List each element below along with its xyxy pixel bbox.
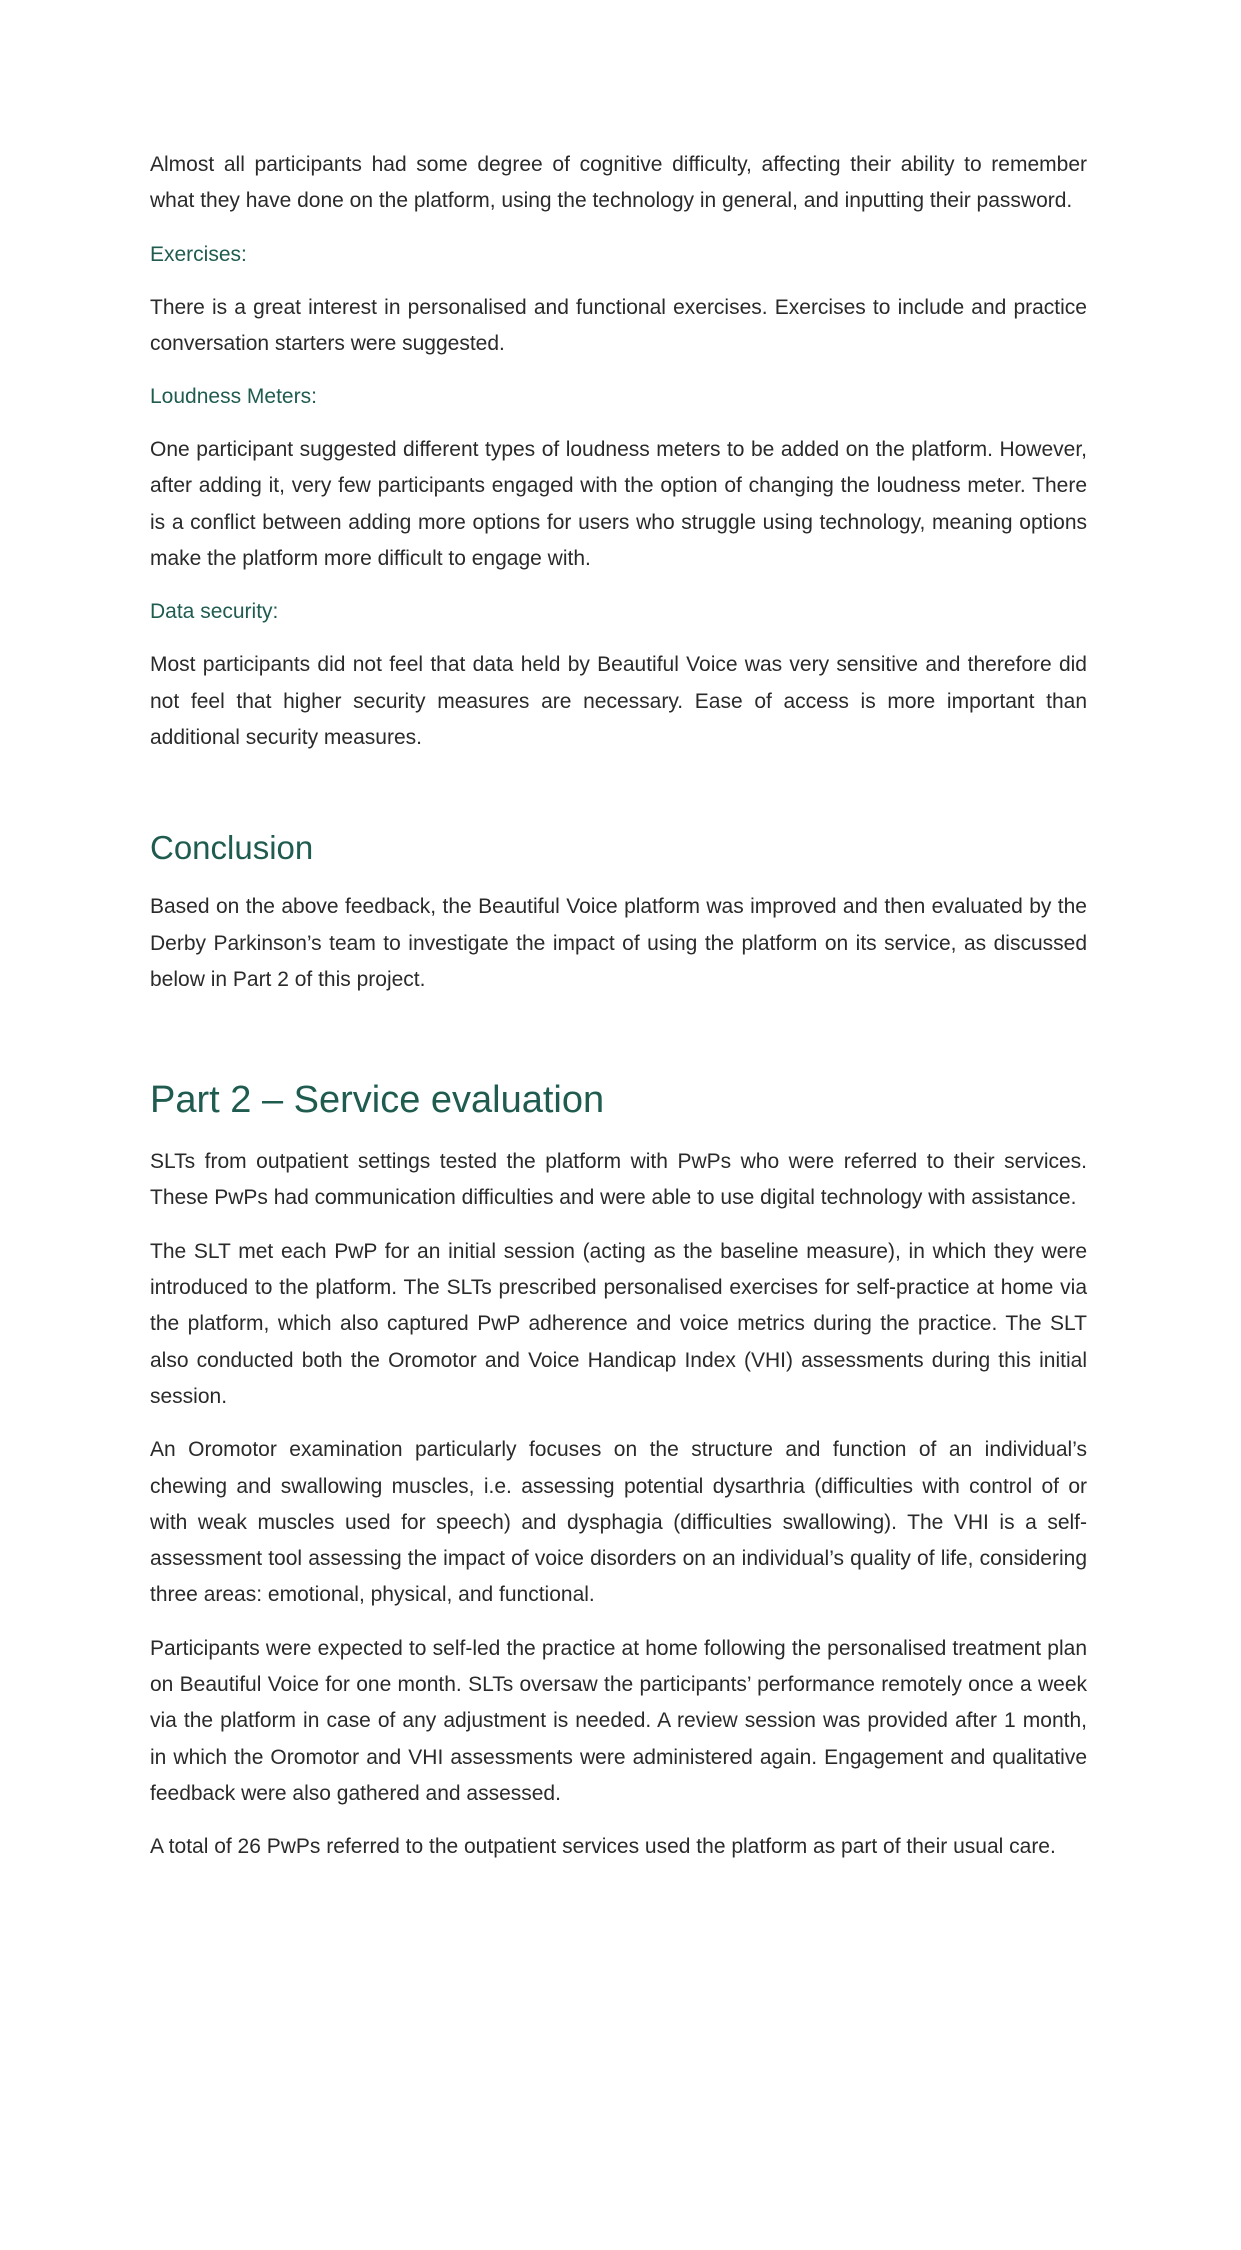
paragraph-part2-3: An Oromotor examination particularly focuses on the structure and function of an individual’s chewing and swallowing muscles, i.e. assessing potential dysarthria (difficulties with control of or with weak muscles used for speech) and dysphagia (difficulties swallowing). The VHI is a self-assessment tool assessing the impact of voice disorders on an individual’s quality of life, considering three areas: emotional, physical, and functional. — [150, 1438, 1087, 1607]
paragraph-part2-4: Participants were expected to self-led the practice at home following the personalised treatment plan on Beautiful Voice for one month. SLTs oversaw the participants’ performance remotely once a week via the platform in case of any adjustment is needed. A review session was provided after 1 month, in which the Oromotor and VHI assessments were administered again. Engagement and qualitative feedback were also gathered and assessed. — [150, 1636, 1087, 1805]
subheading-loudness-meters: Loudness Meters: — [150, 385, 317, 409]
subheading-exercises: Exercises: — [150, 242, 247, 266]
paragraph-loudness-meters: One participant suggested different types of loudness meters to be added on the platform. However, after adding it, very few participants engaged with the option of changing the loudness meter. There is a conflict between adding more options for users who struggle using technology, meaning options make the platform more difficult to engage with. — [150, 438, 1087, 571]
paragraph-part2-5: A total of 26 PwPs referred to the outpatient services used the platform as part of their usual care. — [150, 1835, 1056, 1859]
paragraph-conclusion: Based on the above feedback, the Beautiful Voice platform was improved and then evaluated by the Derby Parkinson’s team to investigate the impact of using the platform on its service, as discussed below in Part 2 of this project. — [150, 895, 1087, 991]
paragraph-data-security: Most participants did not feel that data held by Beautiful Voice was very sensitive and therefore did not feel that higher security measures are necessary. Ease of access is more important than additional security measures. — [150, 653, 1087, 749]
paragraph-cognitive: Almost all participants had some degree of cognitive difficulty, affecting their ability to remember what they have done on the platform, using the technology in general, and inputting their password. — [150, 153, 1087, 213]
document-page — [150, 147, 1087, 1883]
heading-conclusion: Conclusion — [150, 829, 314, 867]
paragraph-part2-2: The SLT met each PwP for an initial session (acting as the baseline measure), in which they were introduced to the platform. The SLTs prescribed personalised exercises for self-practice at home via the platform, which also captured PwP adherence and voice metrics during the practice. The SLT also conducted both the Oromotor and Voice Handicap Index (VHI) assessments during this initial session. — [150, 1239, 1087, 1408]
subheading-data-security: Data security: — [150, 600, 279, 624]
paragraph-exercises: There is a great interest in personalised and functional exercises. Exercises to include and practice conversation starters were suggested. — [150, 295, 1087, 355]
paragraph-part2-1: SLTs from outpatient settings tested the platform with PwPs who were referred to their services. These PwPs had communication difficulties and were able to use digital technology with assistance. — [150, 1150, 1087, 1210]
heading-part2: Part 2 – Service evaluation — [150, 1079, 605, 1122]
